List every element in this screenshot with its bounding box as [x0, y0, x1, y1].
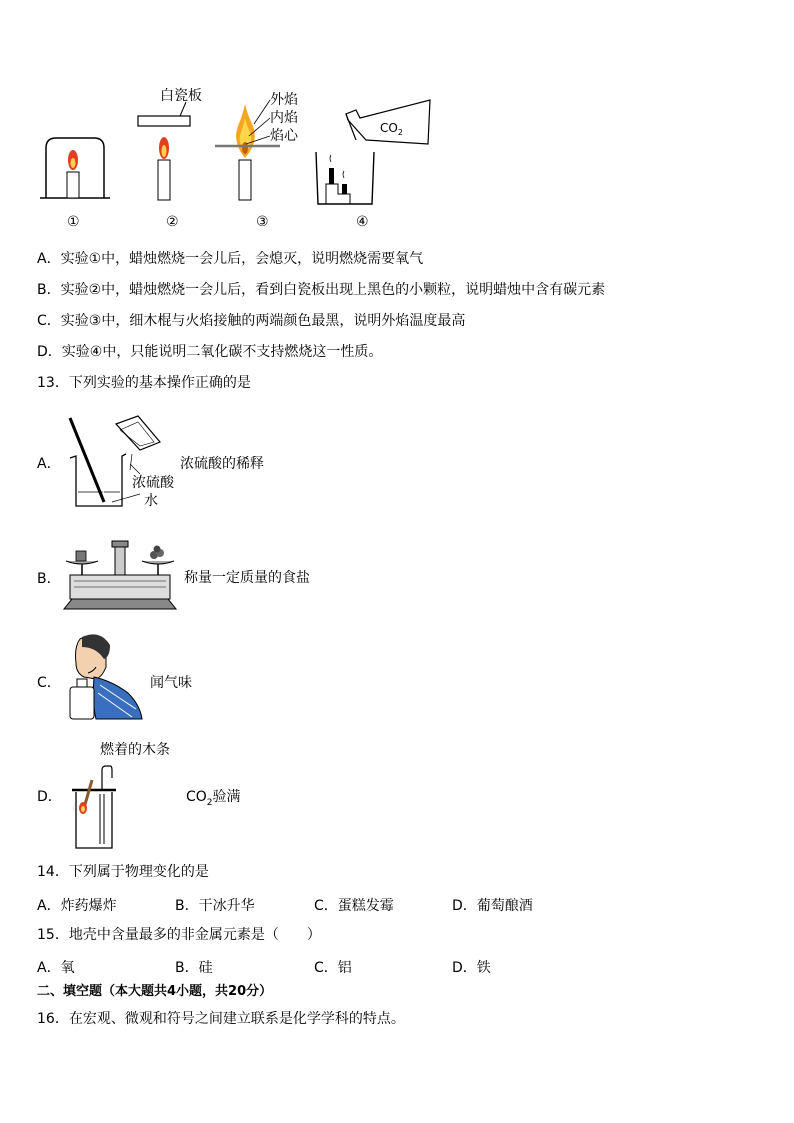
experiment-3-flame-layers: [215, 92, 299, 200]
acid-dilution-figure: [60, 414, 180, 514]
q13-option-c-caption: 闻气味: [150, 675, 192, 691]
q13-stem: 13．下列实验的基本操作正确的是: [37, 375, 251, 391]
smelling-odor-figure: [66, 633, 146, 723]
outer-flame-label: 外焰: [270, 92, 298, 108]
water-label: 水: [144, 493, 158, 509]
q13-option-a-caption: 浓硫酸的稀释: [180, 456, 264, 472]
flame-core-label: 焰心: [270, 128, 298, 144]
acid-label: 浓硫酸: [132, 475, 174, 491]
experiment-3-number: ③: [256, 214, 269, 230]
co2-label: $CO_2$: [380, 121, 403, 137]
q14-option-d: D．葡萄酿酒: [452, 898, 533, 914]
q15-option-a: A．氧: [37, 960, 75, 976]
q13-option-d-label: D．: [37, 789, 62, 805]
balance-scale-figure: [62, 537, 178, 615]
q12-option-c: C．实验③中，细木棍与火焰接触的两端颜色最黑，说明外焰温度最高: [37, 313, 466, 329]
q15-option-c: C．铝: [314, 960, 352, 976]
q15-stem: 15．地壳中含量最多的非金属元素是（ ）: [37, 927, 321, 943]
q13-option-c-label: C．: [37, 675, 61, 691]
q15-option-b: B．硅: [175, 960, 213, 976]
experiment-2-number: ②: [166, 214, 179, 230]
experiment-4-number: ④: [356, 214, 369, 230]
q13-option-d-top-caption: 燃着的木条: [100, 742, 170, 758]
q15-option-d: D．铁: [452, 960, 491, 976]
q13-option-a-label: A．: [37, 456, 61, 472]
candle-experiments-figure: [30, 80, 450, 235]
q14-option-a: A．炸药爆炸: [37, 898, 117, 914]
section-2-heading: 二、填空题（本大题共4小题，共20分）: [37, 984, 273, 999]
experiment-4-co2-beaker: [316, 100, 430, 204]
q13-option-b-caption: 称量一定质量的食盐: [184, 570, 310, 586]
experiment-1-number: ①: [67, 214, 80, 230]
q12-option-b: B．实验②中，蜡烛燃烧一会儿后，看到白瓷板出现上黑色的小颗粒，说明蜡烛中含有碳元素: [37, 282, 606, 298]
q14-option-c: C．蛋糕发霉: [314, 898, 394, 914]
q12-option-a: A．实验①中，蜡烛燃烧一会儿后，会熄灭，说明燃烧需要氧气: [37, 251, 424, 267]
plate-label: 白瓷板: [160, 88, 202, 104]
experiment-1-bell-jar: [40, 138, 110, 198]
co2-full-test-figure: [66, 764, 122, 852]
q13-option-d-caption: $CO_2$验满: [186, 789, 241, 808]
q13-option-b-label: B．: [37, 571, 61, 587]
q16-stem: 16．在宏观、微观和符号之间建立联系是化学学科的特点。: [37, 1011, 405, 1027]
q14-option-b: B．干冰升华: [175, 898, 255, 914]
q14-stem: 14．下列属于物理变化的是: [37, 864, 209, 880]
inner-flame-label: 内焰: [270, 110, 298, 126]
q12-option-d: D．实验④中，只能说明二氧化碳不支持燃烧这一性质。: [37, 344, 383, 360]
experiment-2-porcelain-plate: [138, 87, 202, 200]
